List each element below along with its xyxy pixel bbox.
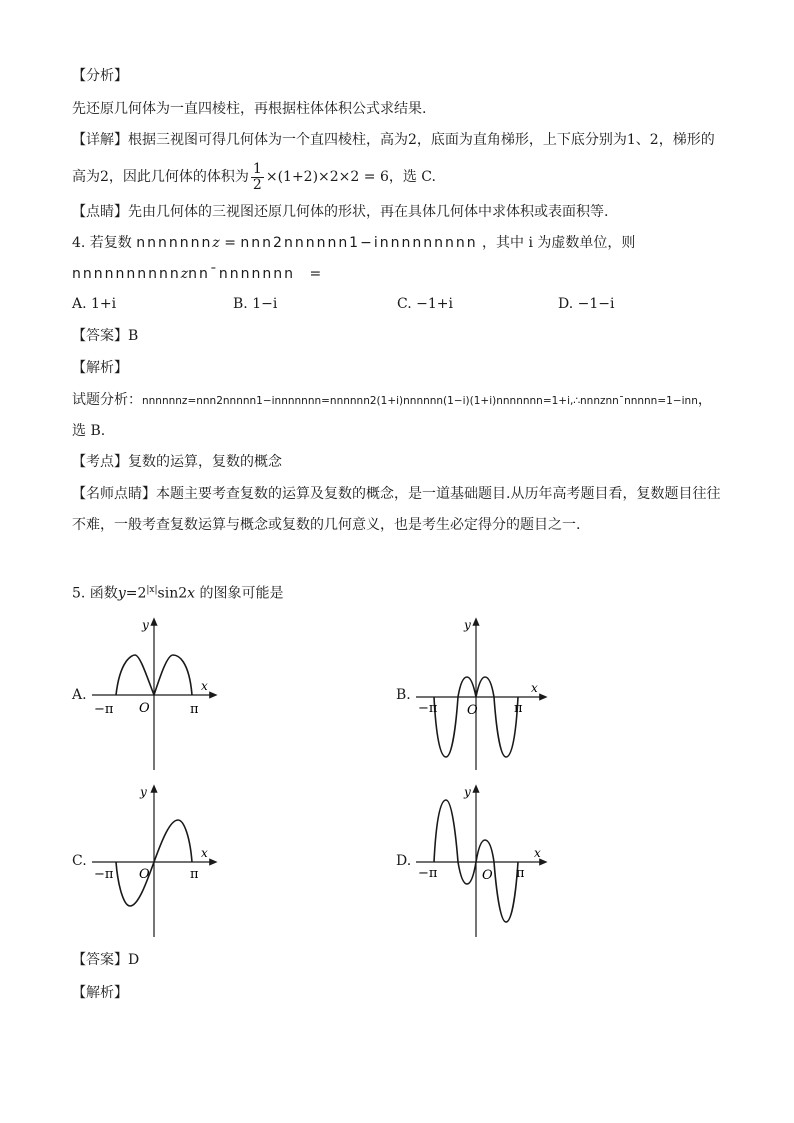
- q4-prefix: 4. 若复数: [72, 235, 132, 251]
- q4-mingshi-line-1: 【名师点睛】本题主要考查复数的运算及复数的概念，是一道基础题目.从历年高考题目看，复数题目往往: [72, 486, 721, 502]
- q4-garbled-2: nnn2nnnnnn1−innnnnnnnn: [240, 235, 478, 251]
- q4-choose: 选 B.: [72, 423, 106, 439]
- graph-a-x-label: x: [201, 679, 208, 693]
- q4-eq: =: [224, 235, 236, 251]
- graph-a-origin: O: [139, 701, 150, 716]
- q4-line2-garbled-2: nn¯nnnnnnn: [188, 266, 295, 282]
- q5-func-y: y: [117, 585, 126, 602]
- q5-suffix: 的图象可能是: [199, 585, 284, 602]
- q5-func-x: x: [187, 585, 196, 602]
- q4-parse-line: [72, 390, 712, 411]
- q4-option-c: C. −1+i: [397, 296, 453, 312]
- graph-d-neg-pi: −π: [418, 866, 438, 881]
- q5-stem: [72, 580, 283, 604]
- detail-line-2-text-b: ×(1+2)×2×2 = 6，选 C.: [265, 169, 436, 185]
- graph-c-label: C.: [72, 853, 87, 869]
- q4-line2-eq: =: [309, 266, 322, 282]
- graph-b-y-label: y: [464, 618, 471, 632]
- q4-answer: 【答案】B: [72, 328, 139, 344]
- graph-d: [412, 782, 552, 942]
- graph-c-x-label: x: [201, 846, 208, 860]
- graph-c-y-label: y: [140, 785, 147, 799]
- graph-a: [90, 615, 220, 775]
- graph-d-x-label: x: [534, 846, 541, 860]
- graph-b-origin: O: [467, 703, 478, 718]
- q4-parse-suffix: ，: [697, 392, 712, 408]
- graph-c-origin: O: [139, 867, 150, 882]
- graph-d-label: D.: [396, 853, 412, 869]
- q4-kaodian: 【考点】复数的运算，复数的概念: [72, 454, 282, 470]
- q4-mingshi-line-2: 不难，一般考查复数运算与概念或复数的几何意义，也是考生必定得分的题目之一.: [72, 517, 581, 533]
- q4-line1-suffix: ，其中 i 为虚数单位，则: [482, 235, 636, 251]
- q4-option-b: B. 1−i: [233, 296, 278, 312]
- q4-parse-tag: 【解析】: [72, 360, 128, 376]
- detail-line-1: 【详解】根据三视图可得几何体为一个直四棱柱，高为2，底面为直角梯形，上下底分别为1、2，梯形的: [72, 132, 715, 148]
- graph-b-x-label: x: [531, 681, 538, 695]
- graph-d-pi: π: [516, 866, 525, 881]
- q4-line2-var-z: z: [180, 266, 189, 282]
- graph-b-pi: π: [514, 701, 523, 716]
- fraction-one-half: [251, 162, 264, 193]
- graph-b-neg-pi: −π: [418, 701, 438, 716]
- graph-d-origin: O: [482, 868, 493, 883]
- q4-garbled-1: nnnnnnn: [136, 235, 213, 251]
- q4-line-2: [72, 264, 321, 284]
- q5-parse-tag: 【解析】: [72, 985, 128, 1001]
- analysis-tag: 【分析】: [72, 68, 128, 84]
- graph-c-neg-pi: −π: [94, 867, 114, 882]
- q4-option-d: D. −1−i: [558, 296, 615, 312]
- q4-line-1: [72, 233, 635, 253]
- graph-a-pi: π: [190, 702, 199, 717]
- graph-a-y-label: y: [142, 618, 149, 632]
- detail-line-2-text-a: 高为2，因此几何体的体积为: [72, 169, 249, 185]
- q5-func-sin: sin2: [157, 585, 188, 602]
- fraction-numerator: 1: [252, 160, 262, 177]
- graph-a-neg-pi: −π: [94, 702, 114, 717]
- graph-b: [412, 615, 552, 775]
- q5-func-eq: =: [125, 585, 138, 602]
- q4-parse-garbled: nnnnnnz=nnn2nnnnn1−innnnnnn=nnnnnn2(1+i)nnnnnn(1−i)(1+i)nnnnnnn=1+i,∴nnnznn¯nnnnn=1−inn: [142, 395, 698, 407]
- detail-line-2: [72, 160, 436, 194]
- analysis-text: 先还原几何体为一直四棱柱，再根据柱体体积公式求结果.: [72, 101, 427, 117]
- q4-var-z: z: [212, 235, 220, 251]
- q5-prefix: 5. 函数: [72, 585, 118, 602]
- q5-func-exp: |x|: [146, 585, 158, 595]
- graph-d-y-label: y: [464, 785, 471, 799]
- graph-c: [90, 782, 220, 942]
- graph-b-label: B.: [396, 687, 411, 703]
- q4-parse-prefix: 试题分析：: [72, 392, 142, 408]
- q4-option-a: A. 1+i: [72, 296, 117, 312]
- q5-func-base: 2: [137, 585, 147, 602]
- graph-c-pi: π: [190, 867, 199, 882]
- fraction-denominator: 2: [252, 176, 262, 193]
- graph-a-label: A.: [72, 687, 87, 703]
- comment-line: 【点睛】先由几何体的三视图还原几何体的形状，再在具体几何体中求体积或表面积等.: [72, 204, 609, 220]
- q4-line2-garbled: nnnnnnnnnn: [72, 266, 181, 282]
- q5-answer: 【答案】D: [72, 952, 140, 968]
